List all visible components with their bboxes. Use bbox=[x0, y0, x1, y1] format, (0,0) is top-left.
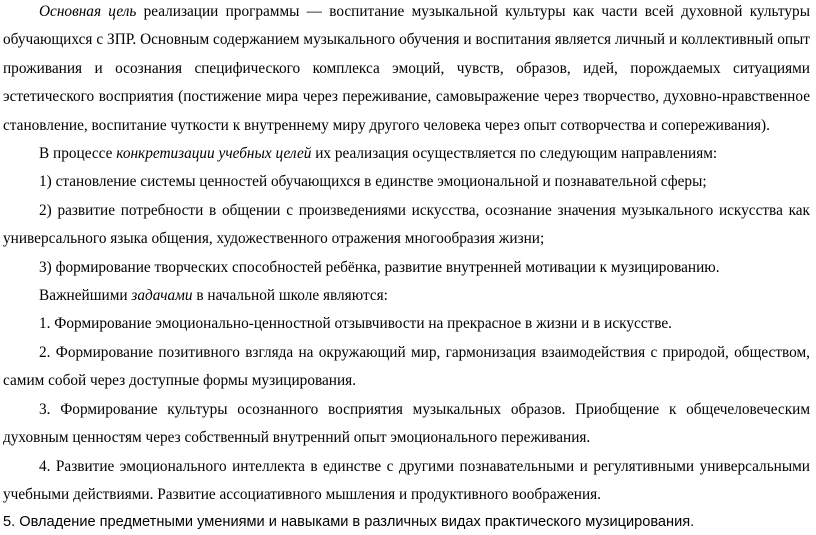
paragraph-tasks-intro bbox=[3, 282, 810, 310]
list-item-task-2: 2. Формирование позитивного взгляда на окружающий мир, гармонизация взаимодействия с природой, обществом, самим собой через доступные формы музицирования. bbox=[3, 343, 810, 390]
list-item-direction-1: 1) становление системы ценностей обучающихся в единстве эмоциональной и познавательной сферы; bbox=[39, 173, 707, 191]
emphasis-main-goal: Основная цель bbox=[39, 3, 137, 20]
emphasis-tasks: задачами bbox=[131, 287, 193, 305]
list-item-task-5: 5. Овладение предметными умениями и навыками в различных видах практического музицирования. bbox=[3, 514, 695, 531]
paragraph-tasks-intro-before: Важнейшими bbox=[39, 287, 132, 305]
list-item-task-4: 4. Развитие эмоционального интеллекта в единстве с другими познавательными и регулятивными универсальными учебными действиями. Развитие ассоциативного мышления и продуктивного воображения. bbox=[3, 457, 810, 503]
paragraph-goals-intro-before: В процессе bbox=[39, 145, 117, 163]
paragraph-tasks-intro-after: в начальной школе являются: bbox=[192, 287, 388, 305]
paragraph-main-goal bbox=[3, 0, 810, 140]
paragraph-goals-intro-after: их реализация осуществляется по следующим направлениям: bbox=[311, 145, 718, 163]
emphasis-goals: конкретизации учебных целей bbox=[116, 145, 312, 163]
paragraph-main-goal-text: реализации программы — воспитание музыкальной культуры как части всей духовной культуры обучающихся с ЗПР. Основным содержанием музыкального обучения и воспитания является личный и коллективный опыт проживания и осознания специфического комплекса эмоций, чувств, образов, идей, порождаемых ситуациями эстетического восприятия (постижение мира через переживание, самовыражение через творчество, духовно-нравственное становление, воспитание чуткости к внутреннему миру другого человека через опыт сотворчества и сопереживания). bbox=[3, 3, 810, 134]
list-item-task-3: 3. Формирование культуры осознанного восприятия музыкальных образов. Приобщение к общечеловеческим духовным ценностям через собственный внутренний опыт эмоционального переживания. bbox=[3, 400, 810, 447]
paragraph-goals-intro bbox=[3, 140, 810, 168]
list-item-task-1: 1. Формирование эмоционально-ценностной отзывчивости на прекрасное в жизни и в искусстве. bbox=[39, 315, 672, 333]
list-item-direction-2: 2) развитие потребности в общении с произведениями искусства, осознание значения музыкального искусства как универсального языка общения, художественного отражения многообразия жизни; bbox=[3, 201, 810, 248]
list-item-direction-3: 3) формирование творческих способностей ребёнка, развитие внутренней мотивации к музицированию. bbox=[39, 258, 720, 276]
